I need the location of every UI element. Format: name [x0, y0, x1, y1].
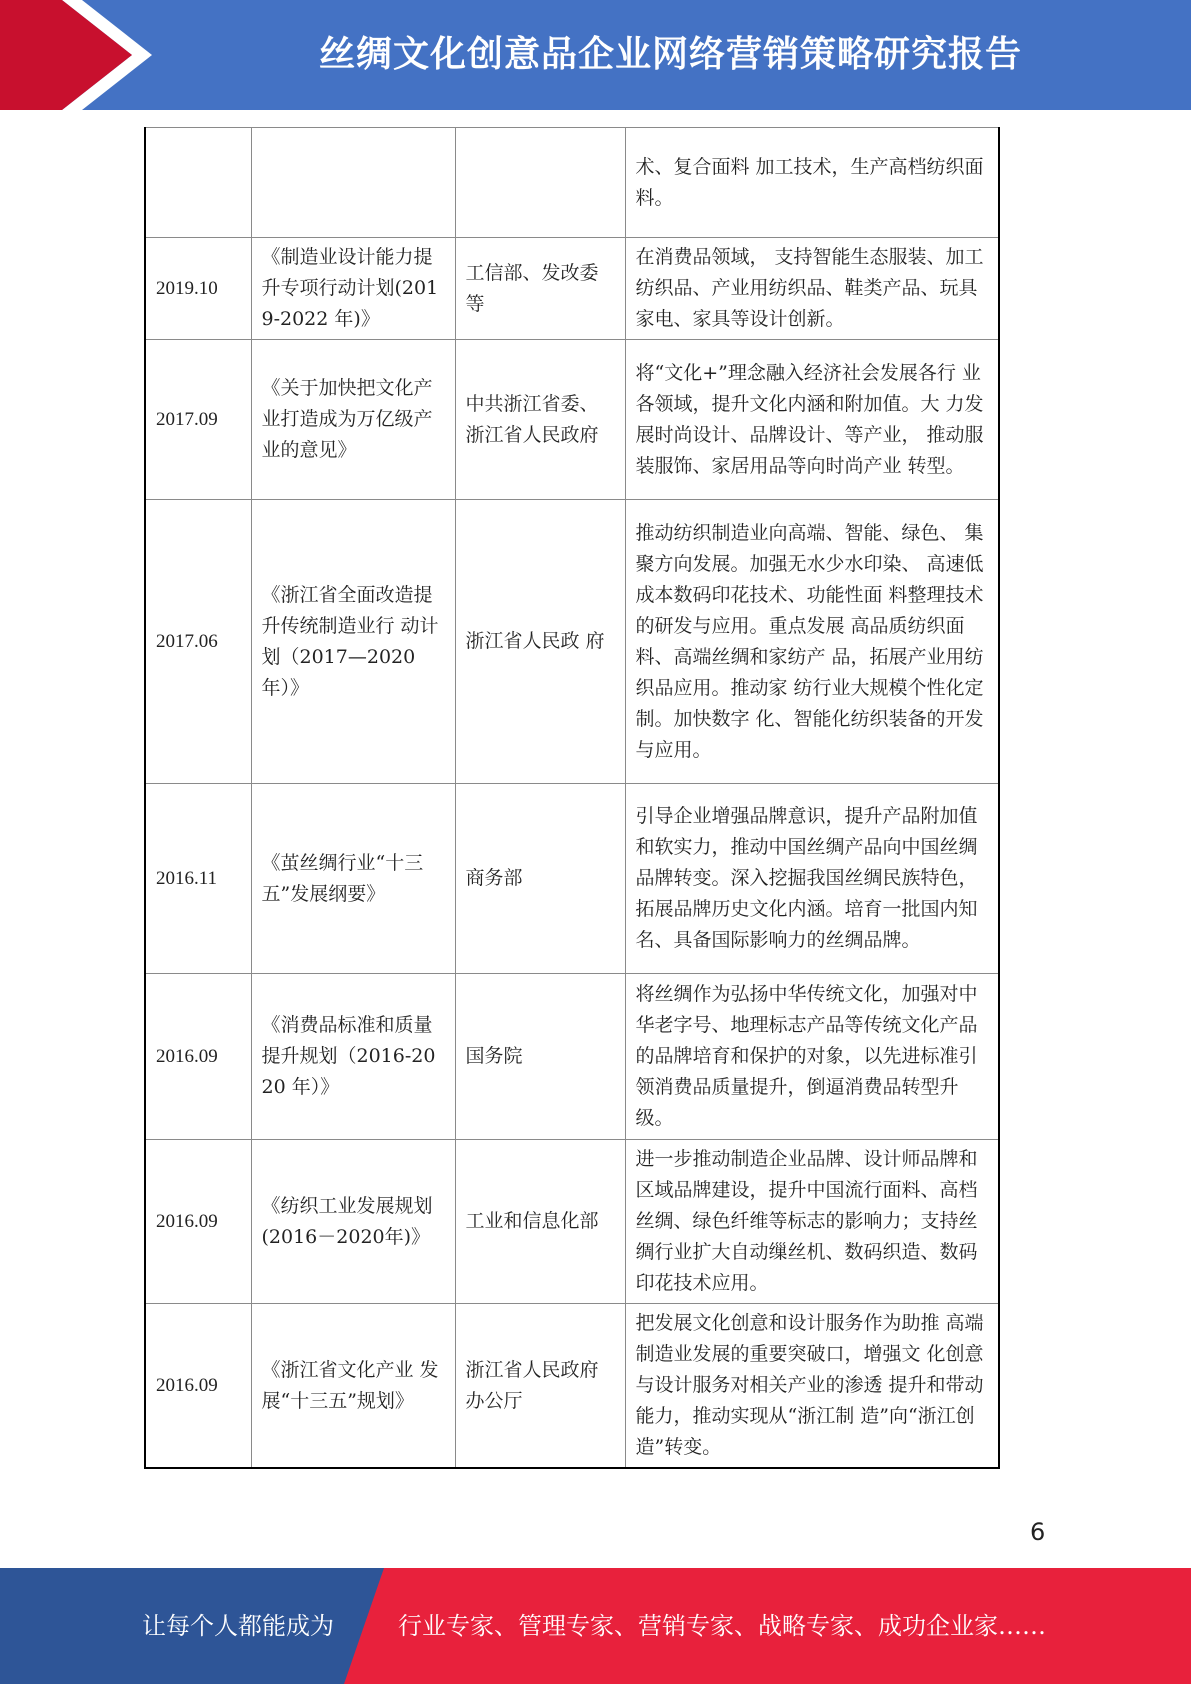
policy-date: 2016.11: [145, 784, 251, 974]
table-row: [145, 128, 999, 238]
table-row: [145, 500, 999, 784]
policy-content: 进一步推动制造企业品牌、设计师品牌和区域品牌建设，提升中国流行面料、高档丝绸、绿色纤维等标志的影响力；支持丝绸行业扩大自动缫丝机、数码织造、数码印花技术应用。: [625, 1140, 999, 1304]
header-red-chevron: [0, 0, 140, 110]
footer-slogan-left: 让每个人都能成为: [142, 1612, 334, 1640]
policy-date: 2016.09: [145, 1304, 251, 1469]
policy-department: 国务院: [455, 974, 625, 1140]
policy-department: 工业和信息化部: [455, 1140, 625, 1304]
report-title: 丝绸文化创意品企业网络营销策略研究报告: [318, 34, 1022, 75]
table-row: [145, 1140, 999, 1304]
policy-name: 《浙江省全面改造提升传统制造业行 动计划（2017—2020 年）》: [251, 500, 455, 784]
policy-date: 2019.10: [145, 238, 251, 340]
page-footer-banner: [0, 1568, 1191, 1684]
policy-content: 引导企业增强品牌意识，提升产品附加值和软实力，推动中国丝绸产品向中国丝绸品牌转变。深入挖掘我国丝绸民族特色，拓展品牌历史文化内涵。培育一批国内知名、具备国际影响力的丝绸品牌。: [625, 784, 999, 974]
policy-name: 《浙江省文化产业 发展“十三五”规划》: [251, 1304, 455, 1469]
policy-department: 浙江省人民政 府: [455, 500, 625, 784]
page-number: 6: [1030, 1518, 1046, 1546]
policy-content: 将丝绸作为弘扬中华传统文化，加强对中华老字号、地理标志产品等传统文化产品的品牌培育和保护的对象，以先进标准引领消费品质量提升，倒逼消费品转型升级。: [625, 974, 999, 1140]
policy-table-container: [144, 127, 998, 1469]
policy-department: 商务部: [455, 784, 625, 974]
policy-content: 术、复合面料 加工技术，生产高档纺织面料。: [625, 128, 999, 238]
table-row: [145, 974, 999, 1140]
policy-content: 把发展文化创意和设计服务作为助推 高端制造业发展的重要突破口，增强文 化创意与设计服务对相关产业的渗透 提升和带动能力，推动实现从“浙江制 造”向“浙江创造”转变。: [625, 1304, 999, 1469]
policy-name: 《制造业设计能力提升专项行动计划(2019-2022 年)》: [251, 238, 455, 340]
table-row: [145, 340, 999, 500]
policy-department: 工信部、发改委等: [455, 238, 625, 340]
policy-content: 推动纺织制造业向高端、智能、绿色、 集聚方向发展。加强无水少水印染、 高速低成本数码印花技术、功能性面 料整理技术的研发与应用。重点发展 高品质纺织面料、高端丝绸和家纺产 品，拓展产业用纺织品应用。推动家 纺行业大规模个性化定制。加快数字 化、智能化纺织装备的开发与应用。: [625, 500, 999, 784]
table-row: [145, 1304, 999, 1469]
table-row: [145, 238, 999, 340]
policy-department: [455, 128, 625, 238]
policy-date: 2017.06: [145, 500, 251, 784]
page-header-banner: [0, 0, 1191, 110]
policy-content: 将“文化+”理念融入经济社会发展各行 业各领域，提升文化内涵和附加值。大 力发展时尚设计、品牌设计、等产业， 推动服装服饰、家居用品等向时尚产业 转型。: [625, 340, 999, 500]
policy-date: 2016.09: [145, 974, 251, 1140]
policy-name: 《关于加快把文化产业打造成为万亿级产业的意见》: [251, 340, 455, 500]
policy-department: 浙江省人民政府 办公厅: [455, 1304, 625, 1469]
footer-slogan-right: 行业专家、管理专家、营销专家、战略专家、成功企业家……: [398, 1612, 1046, 1640]
policy-name: 《纺织工业发展规划(2016－2020年)》: [251, 1140, 455, 1304]
policy-name: 《茧丝绸行业“十三五”发展纲要》: [251, 784, 455, 974]
policy-content: 在消费品领域， 支持智能生态服装、加工纺织品、产业用纺织品、鞋类产品、玩具家电、家具等设计创新。: [625, 238, 999, 340]
table-row: [145, 784, 999, 974]
policy-name: 《消费品标准和质量提升规划（2016-2020 年）》: [251, 974, 455, 1140]
policy-table: [144, 127, 1000, 1469]
policy-date: [145, 128, 251, 238]
policy-department: 中共浙江省委、浙江省人民政府: [455, 340, 625, 500]
policy-date: 2016.09: [145, 1140, 251, 1304]
policy-name: [251, 128, 455, 238]
policy-date: 2017.09: [145, 340, 251, 500]
